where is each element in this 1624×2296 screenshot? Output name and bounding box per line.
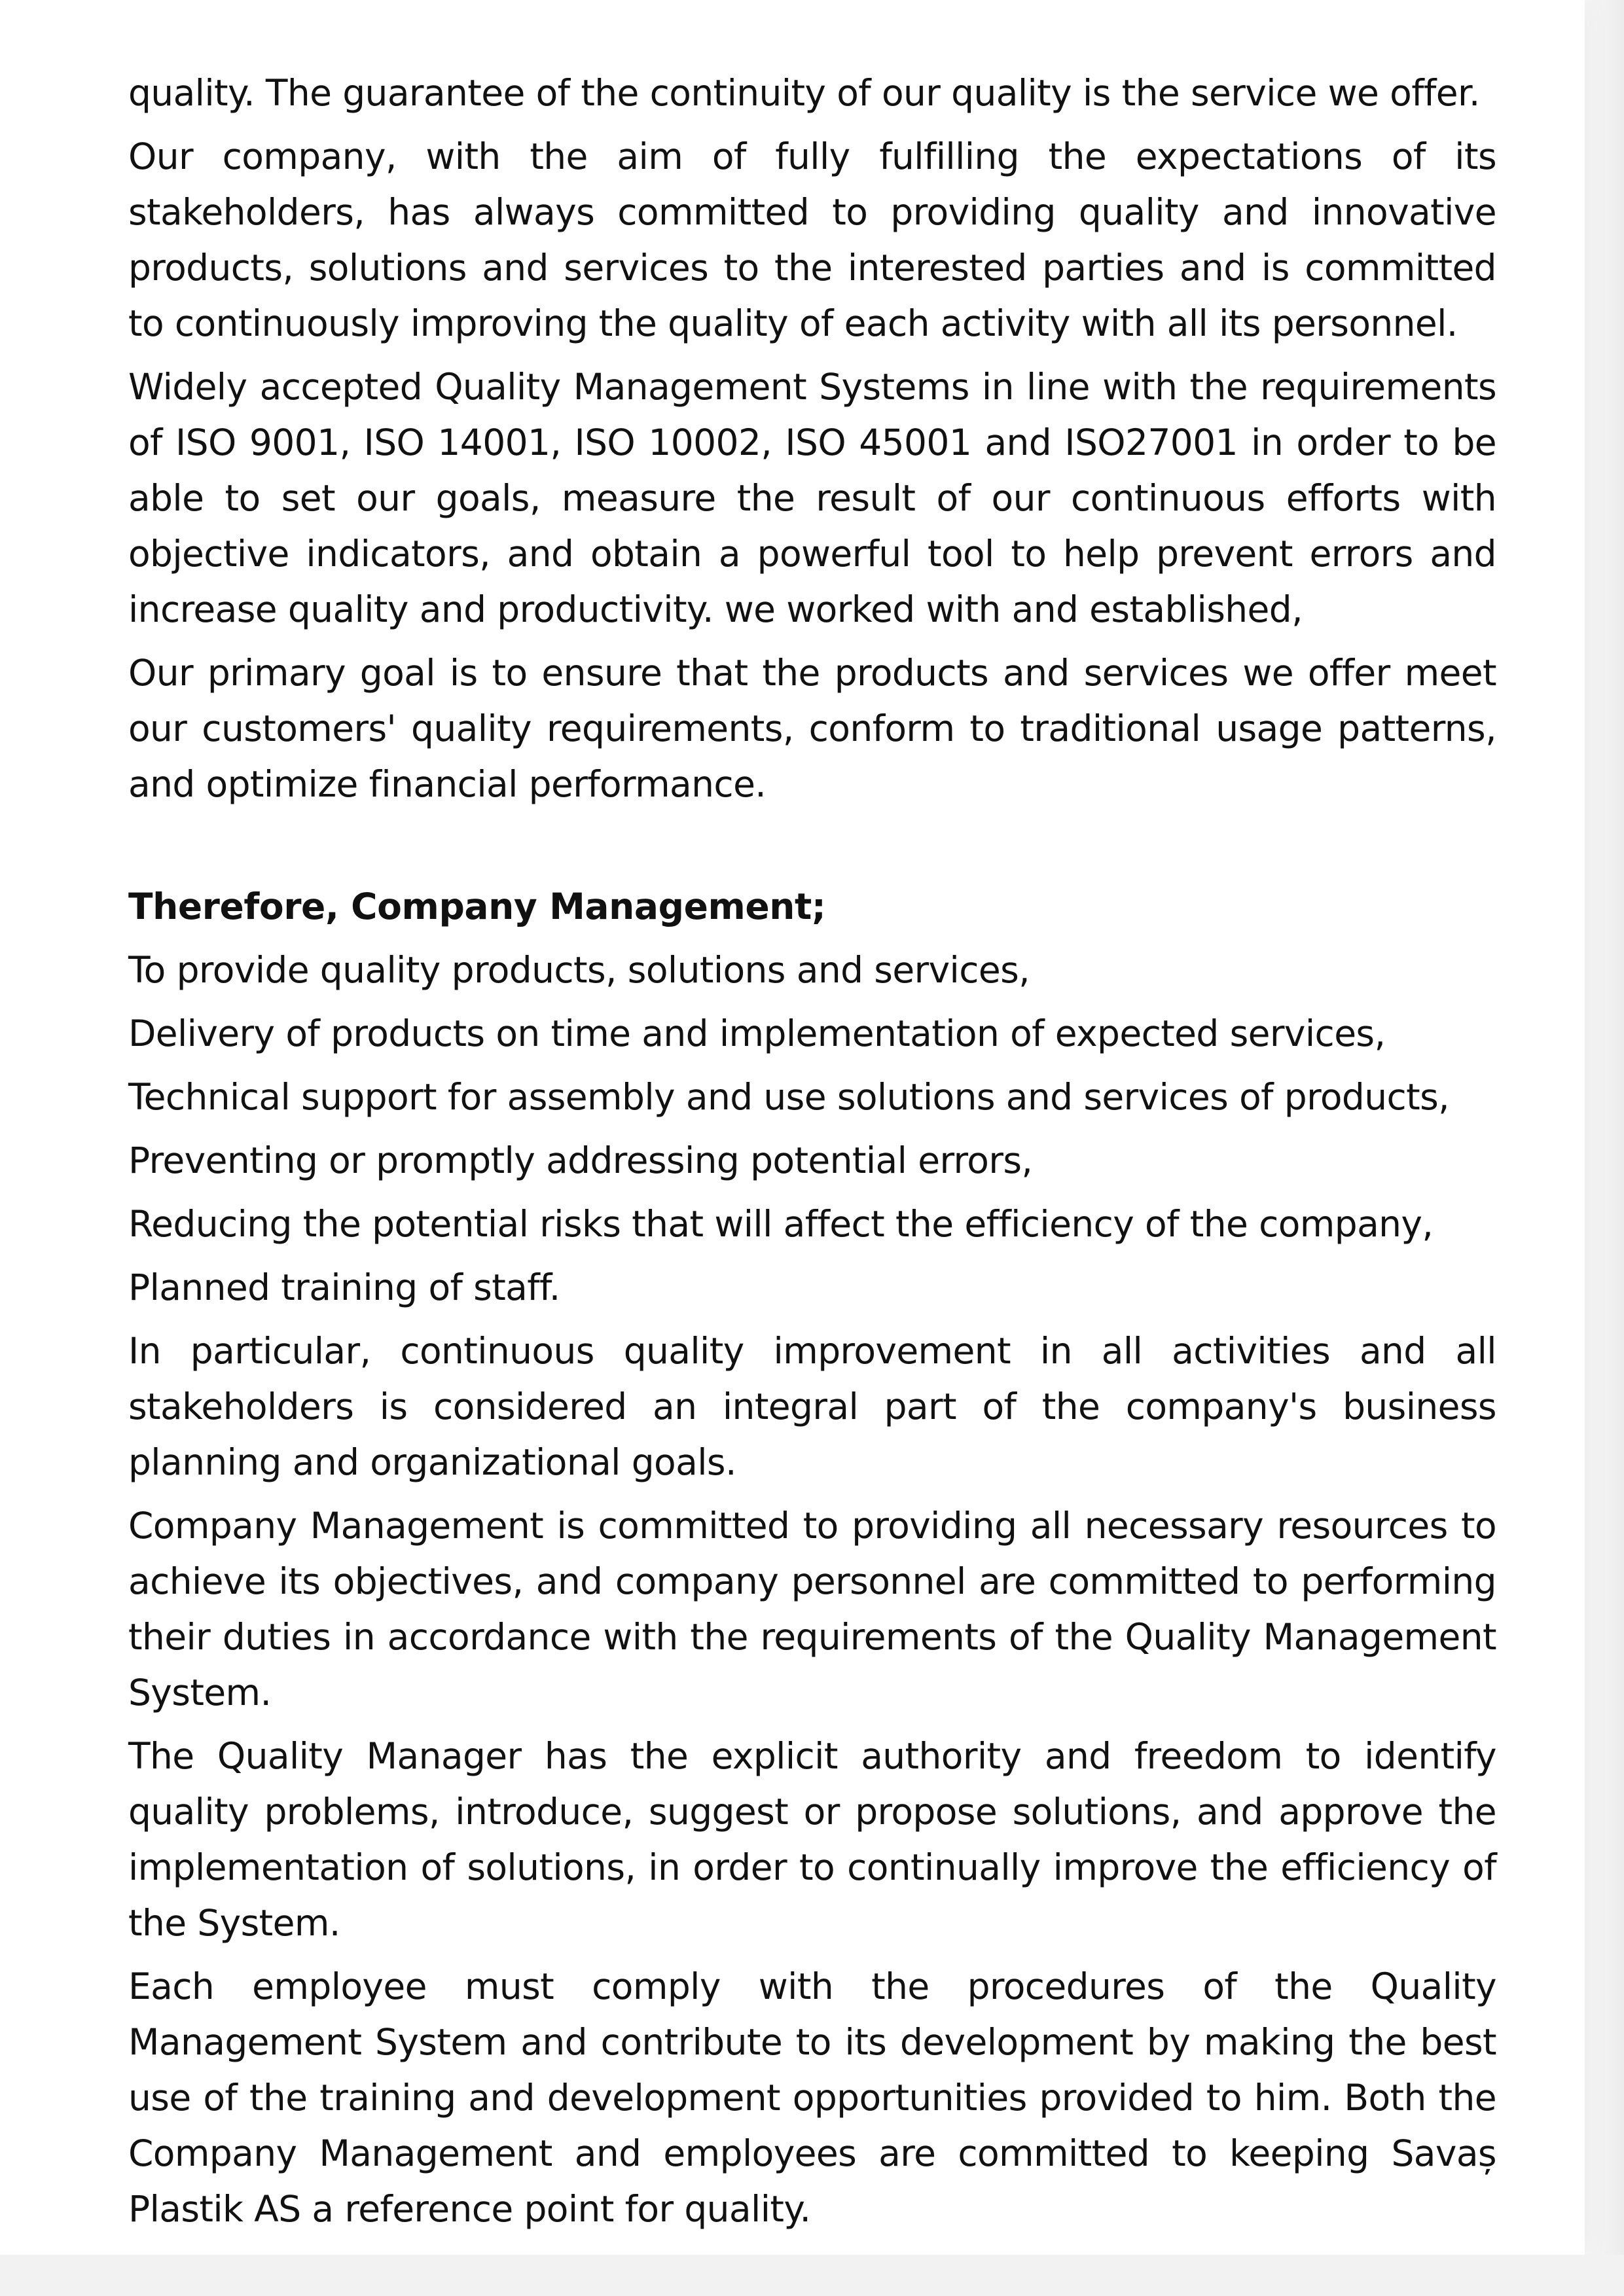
list-item: To provide quality products, solutions and services, xyxy=(128,949,1030,991)
management-commitments-list xyxy=(128,942,1496,1316)
paragraph-continuous-improvement: In particular, continuous quality improvement in all activities and all stakeholders is considered an integral part of the company's business planning and organizational goals. xyxy=(128,1330,1496,1483)
list-item: Reducing the potential risks that will affect the efficiency of the company, xyxy=(128,1203,1434,1245)
paragraph-employee-compliance: Each employee must comply with the procedures of the Quality Management System and contribute to its development by making the best use of the training and development opportunities provided to him. Both the Company Management and employees are committed to keeping Savaș Plastik AS a reference point for quality. xyxy=(128,1965,1496,2230)
document-body xyxy=(128,65,1496,2245)
list-item: Preventing or promptly addressing potential errors, xyxy=(128,1139,1033,1181)
section-heading: Therefore, Company Management; xyxy=(128,886,826,927)
paragraph-company-commitment: Our company, with the aim of fully fulfilling the expectations of its stakeholders, has always committed to providing quality and innovative products, solutions and services to the interested parties and is committed to continuously improving the quality of each activity with all its personnel. xyxy=(128,135,1496,344)
paragraph-resources-commitment: Company Management is committed to providing all necessary resources to achieve its objectives, and company personnel are committed to performing their duties in accordance with the requirements of the Quality Management System. xyxy=(128,1505,1496,1713)
list-item: Technical support for assembly and use solutions and services of products, xyxy=(128,1076,1450,1118)
paragraph-primary-goal: Our primary goal is to ensure that the products and services we offer meet our customers' quality requirements, conform to traditional usage patterns, and optimize financial performance. xyxy=(128,652,1496,805)
paragraph-iso-systems: Widely accepted Quality Management Systems in line with the requirements of ISO 9001, ISO 14001, ISO 10002, ISO 45001 and ISO27001 in order to be able to set our goals, measure the result of our continuous efforts with objective indicators, and obtain a powerful tool to help prevent errors and increase quality and productivity. we worked with and established, xyxy=(128,366,1496,630)
list-item: Planned training of staff. xyxy=(128,1266,560,1308)
paragraph-quality-continuity: quality. The guarantee of the continuity of our quality is the service we offer. xyxy=(128,72,1480,114)
page-bottom-margin xyxy=(0,2255,1624,2296)
list-item: Delivery of products on time and implementation of expected services, xyxy=(128,1013,1386,1054)
section-spacer xyxy=(128,820,1496,879)
paragraph-quality-manager: The Quality Manager has the explicit authority and freedom to identify quality problems, introduce, suggest or propose solutions, and approve the implementation of solutions, in order to continually improve the efficiency of the System. xyxy=(128,1735,1496,1944)
